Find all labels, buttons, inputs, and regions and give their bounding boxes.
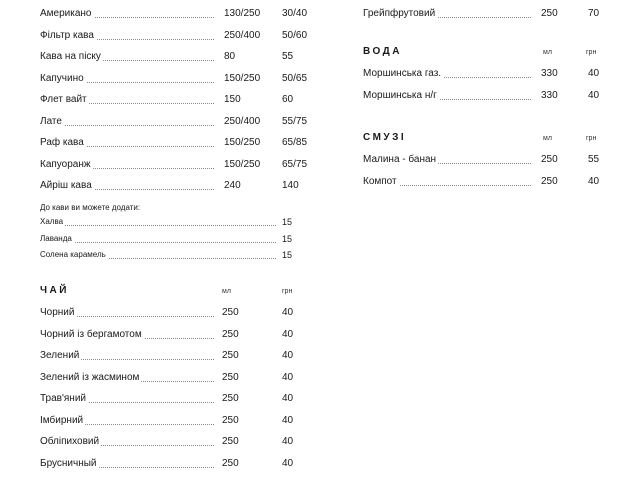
water-title: ВОДА — [363, 46, 402, 57]
tea-item-name: Зелений — [40, 350, 80, 361]
tea-item-volume: 250 — [222, 328, 239, 340]
coffee-item-name: Раф кава — [40, 137, 84, 148]
coffee-item — [40, 158, 320, 172]
water-item-volume: 330 — [541, 89, 558, 101]
coffee-item — [40, 7, 320, 21]
coffee-item-price: 50/60 — [282, 29, 308, 41]
smoothie-item-volume: 250 — [541, 175, 558, 187]
coffee-item — [40, 93, 320, 107]
tea-item-volume: 250 — [222, 371, 239, 383]
coffee-item — [40, 50, 320, 64]
tea-item — [40, 435, 320, 449]
tea-item-volume: 250 — [222, 307, 239, 318]
dot-leader — [40, 225, 276, 226]
tea-item-price: 40 — [282, 307, 294, 318]
addon-item — [40, 215, 320, 229]
tea-item-volume: 250 — [222, 393, 239, 404]
addon-item-name: Лаванда — [40, 232, 74, 246]
tea-title: ЧАЙ — [40, 285, 69, 296]
coffee-item-price: 55/75 — [282, 115, 308, 127]
water-unit-grn: грн — [586, 49, 597, 56]
water-item — [363, 89, 603, 103]
coffee-item-volume: 150/250 — [224, 137, 261, 148]
tea-item-volume: 250 — [222, 436, 239, 447]
water-item — [363, 67, 603, 81]
tea-item-price: 40 — [282, 371, 294, 383]
coffee-item-price: 65/85 — [282, 137, 308, 148]
tea-item-name: Трав'яний — [40, 393, 87, 404]
tea-item — [40, 306, 320, 320]
smoothie-item-name: Компот — [363, 175, 397, 187]
coffee-item-volume: 150/250 — [224, 158, 261, 170]
coffee-item-price: 65/75 — [282, 158, 308, 170]
addon-item-price: 15 — [282, 250, 293, 260]
coffee-item-name: Кава на піску — [40, 51, 101, 62]
coffee-item-price: 30/40 — [282, 8, 308, 19]
coffee-item-name: Фільтр кава — [40, 29, 94, 41]
coffee-item-volume: 240 — [224, 180, 241, 191]
tea-item-volume: 250 — [222, 414, 239, 426]
tea-unit-grn: грн — [282, 288, 293, 295]
tea-item-volume: 250 — [222, 350, 239, 361]
tea-item — [40, 392, 320, 406]
water-unit-ml: мл — [543, 49, 552, 56]
tea-item-name: Зелений із жасмином — [40, 371, 140, 383]
water-item-name: Моршинська н/г — [363, 89, 437, 101]
coffee-item-name: Айріш кава — [40, 180, 92, 191]
coffee-item — [40, 179, 320, 193]
addon-item — [40, 248, 320, 262]
coffee-item-name: Капучино — [40, 72, 84, 84]
coffee-item-volume: 250/400 — [224, 29, 261, 41]
smoothie-item-name: Малина - банан — [363, 154, 437, 165]
tea-item-name: Обліпиховий — [40, 436, 100, 447]
tea-unit-ml: мл — [222, 288, 231, 295]
coffee-item — [40, 72, 320, 86]
tea-item — [40, 414, 320, 428]
tea-item-price: 40 — [282, 457, 294, 469]
juice-item-price: 70 — [588, 8, 600, 19]
smoothie-item-price: 55 — [588, 154, 600, 165]
water-item-price: 40 — [588, 89, 600, 101]
addon-item — [40, 232, 320, 246]
coffee-item-volume: 250/400 — [224, 115, 261, 127]
coffee-item — [40, 29, 320, 43]
coffee-item — [40, 136, 320, 150]
smoothie-unit-ml: мл — [543, 135, 552, 142]
tea-item-price: 40 — [282, 350, 294, 361]
smoothie-unit-grn: грн — [586, 135, 597, 142]
tea-item-price: 40 — [282, 393, 294, 404]
coffee-item-volume: 130/250 — [224, 8, 261, 19]
coffee-item-price: 50/65 — [282, 72, 308, 84]
tea-item-price: 40 — [282, 328, 294, 340]
smoothie-title: СМУЗІ — [363, 132, 407, 143]
addon-item-price: 15 — [282, 233, 293, 244]
coffee-item-name: Американо — [40, 8, 92, 19]
tea-item-price: 40 — [282, 414, 294, 426]
water-item-name: Моршинська газ. — [363, 68, 442, 79]
coffee-item-name: Лате — [40, 115, 62, 127]
smoothie-item-volume: 250 — [541, 154, 558, 165]
tea-item — [40, 349, 320, 363]
tea-item — [40, 371, 320, 385]
smoothie-item — [363, 153, 603, 167]
addon-item-price: 15 — [282, 217, 293, 227]
water-item-price: 40 — [588, 68, 600, 79]
tea-item — [40, 328, 320, 342]
coffee-item-price: 55 — [282, 51, 294, 62]
juice-item-volume: 250 — [541, 8, 558, 19]
coffee-item-volume: 80 — [224, 51, 236, 62]
tea-item-volume: 250 — [222, 457, 239, 469]
tea-item-name: Чорний із бергамотом — [40, 328, 142, 340]
coffee-item-price: 60 — [282, 94, 294, 105]
smoothie-item-price: 40 — [588, 175, 600, 187]
addon-item-name: Халва — [40, 215, 65, 229]
coffee-item-volume: 150/250 — [224, 72, 261, 84]
tea-item — [40, 457, 320, 471]
coffee-item-volume: 150 — [224, 94, 241, 105]
juice-item — [363, 7, 603, 21]
tea-item-name: Брусничный — [40, 457, 97, 469]
juice-item-name: Грейпфрутовий — [363, 8, 436, 19]
coffee-item-name: Флет вайт — [40, 94, 87, 105]
coffee-item-name: Капуоранж — [40, 158, 91, 170]
addons-note: До кави ви можете додати: — [40, 203, 141, 212]
water-item-volume: 330 — [541, 68, 558, 79]
tea-item-price: 40 — [282, 436, 294, 447]
smoothie-item — [363, 175, 603, 189]
dot-leader — [40, 242, 276, 243]
tea-item-name: Чорний — [40, 307, 75, 318]
coffee-item-price: 140 — [282, 180, 299, 191]
tea-item-name: Імбирний — [40, 414, 84, 426]
addon-item-name: Солена карамель — [40, 248, 108, 262]
dot-leader — [40, 125, 214, 126]
coffee-item — [40, 115, 320, 129]
